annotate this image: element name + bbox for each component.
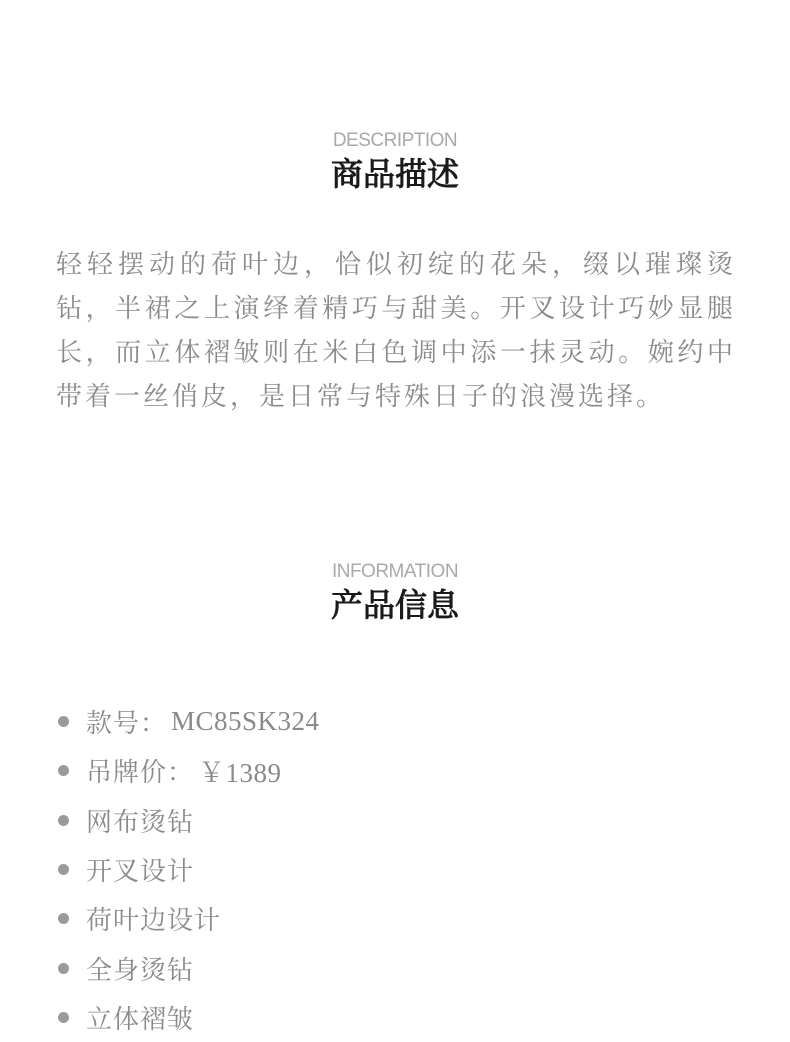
list-item-feature [58,845,320,894]
item-label: 吊牌价： [86,758,195,789]
bullet-icon [58,815,69,826]
list-item-feature [58,796,320,845]
bullet-icon [58,1012,69,1023]
item-value: ￥1389 [198,758,282,789]
description-body: 轻轻摆动的荷叶边，恰似初绽的花朵，缀以璀璨烫钻，半裙之上演绎着精巧与甜美。开叉设计巧妙显腿长，而立体褶皱则在米白色调中添一抹灵动。婉约中带着一丝俏皮，是日常与特殊日子的浪漫选择。 [56,250,736,412]
information-eyebrow: INFORMATION [331,561,459,582]
list-item-feature [58,943,320,992]
list-item-style-number [58,697,320,746]
information-title: 产品信息 [330,586,459,624]
list-item-feature [58,993,320,1042]
bullet-icon [58,913,69,924]
item-value: MC85SK324 [171,706,320,737]
list-item-feature [58,894,320,943]
bullet-icon [58,864,69,875]
bullet-icon [58,963,69,974]
item-label: 立体褶皱 [86,1004,195,1035]
item-label: 网布烫钻 [86,807,195,838]
description-header [0,130,790,194]
description-eyebrow: DESCRIPTION [332,130,458,151]
item-label: 全身烫钻 [86,955,195,986]
item-label: 款号： [86,709,168,740]
description-title: 商品描述 [330,155,459,193]
bullet-icon [58,765,69,776]
list-item-tag-price [58,746,320,795]
item-label: 开叉设计 [86,857,195,888]
bullet-icon [58,716,69,727]
information-list [58,697,320,1042]
information-header [0,561,790,625]
item-label: 荷叶边设计 [86,906,222,937]
